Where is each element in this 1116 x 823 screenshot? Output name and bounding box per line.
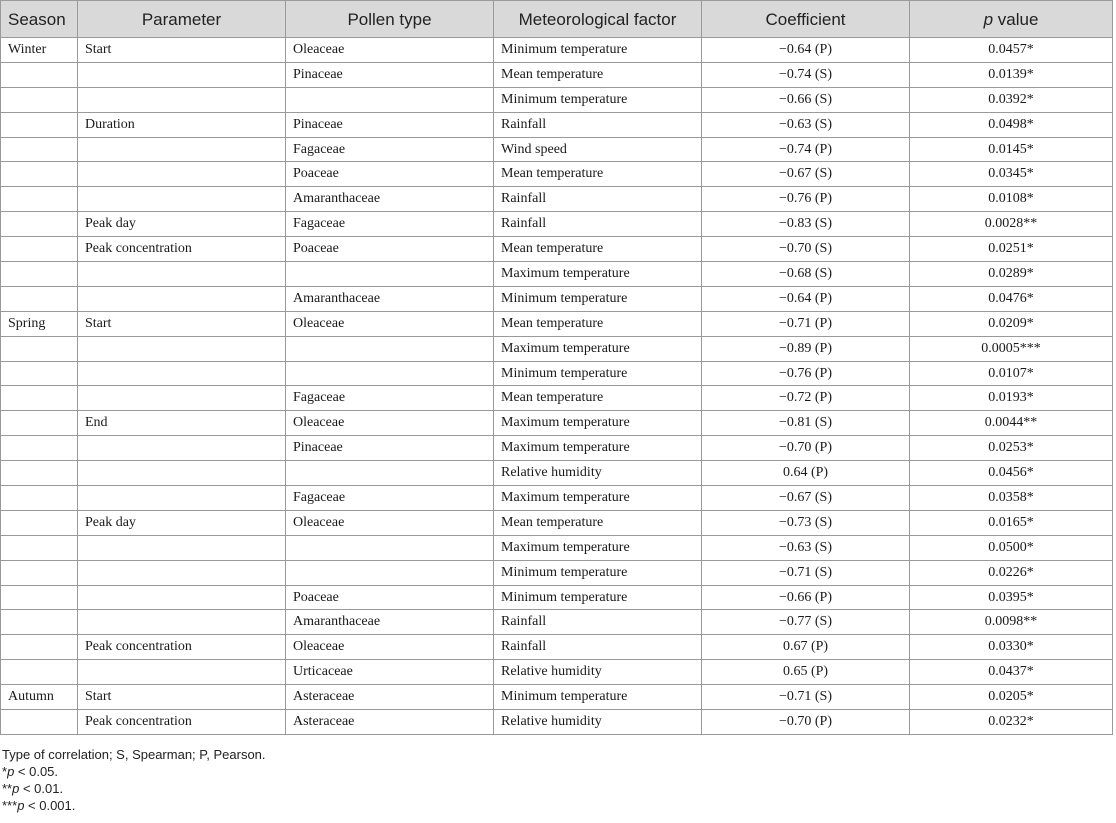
- footnote-stars: *: [2, 764, 8, 779]
- cell-parameter: [78, 87, 286, 112]
- table-row: [1, 486, 1113, 511]
- cell-coefficient: −0.63 (S): [702, 112, 910, 137]
- cell-pollen-type: Amaranthaceae: [286, 187, 494, 212]
- cell-pollen-type: Fagaceae: [286, 137, 494, 162]
- footnote-p: p: [12, 781, 20, 796]
- cell-season: [1, 361, 78, 386]
- cell-parameter: Peak concentration: [78, 710, 286, 735]
- cell-meteorological-factor: Maximum temperature: [494, 486, 702, 511]
- cell-p-value: 0.0209*: [910, 311, 1113, 336]
- cell-pollen-type: Poaceae: [286, 237, 494, 262]
- table-row: [1, 461, 1113, 486]
- cell-coefficient: 0.65 (P): [702, 660, 910, 685]
- cell-pollen-type: Oleaceae: [286, 510, 494, 535]
- cell-pollen-type: [286, 361, 494, 386]
- cell-season: [1, 286, 78, 311]
- cell-p-value: 0.0498*: [910, 112, 1113, 137]
- footnote-stars: ***: [2, 798, 18, 813]
- header-p-rest: value: [993, 9, 1039, 29]
- cell-pollen-type: Fagaceae: [286, 212, 494, 237]
- cell-pollen-type: Pinaceae: [286, 112, 494, 137]
- cell-parameter: [78, 162, 286, 187]
- cell-parameter: [78, 361, 286, 386]
- cell-pollen-type: Oleaceae: [286, 635, 494, 660]
- cell-p-value: 0.0251*: [910, 237, 1113, 262]
- cell-coefficient: −0.70 (P): [702, 710, 910, 735]
- cell-pollen-type: [286, 560, 494, 585]
- footnote-threshold: < 0.001.: [24, 798, 76, 813]
- cell-coefficient: −0.76 (P): [702, 187, 910, 212]
- cell-parameter: [78, 610, 286, 635]
- cell-p-value: 0.0358*: [910, 486, 1113, 511]
- cell-season: [1, 87, 78, 112]
- cell-parameter: Start: [78, 311, 286, 336]
- cell-coefficient: −0.71 (S): [702, 685, 910, 710]
- cell-pollen-type: Oleaceae: [286, 311, 494, 336]
- cell-season: Spring: [1, 311, 78, 336]
- cell-p-value: 0.0165*: [910, 510, 1113, 535]
- cell-meteorological-factor: Rainfall: [494, 635, 702, 660]
- cell-coefficient: 0.64 (P): [702, 461, 910, 486]
- cell-season: [1, 535, 78, 560]
- cell-meteorological-factor: Rainfall: [494, 212, 702, 237]
- cell-p-value: 0.0098**: [910, 610, 1113, 635]
- table-footnotes: [2, 746, 266, 814]
- cell-season: [1, 386, 78, 411]
- cell-meteorological-factor: Mean temperature: [494, 237, 702, 262]
- footnote-significance-2: [2, 780, 266, 797]
- cell-meteorological-factor: Minimum temperature: [494, 560, 702, 585]
- cell-parameter: Peak concentration: [78, 635, 286, 660]
- table-row: [1, 187, 1113, 212]
- cell-season: [1, 62, 78, 87]
- table-row: [1, 610, 1113, 635]
- cell-season: [1, 610, 78, 635]
- cell-coefficient: −0.70 (P): [702, 436, 910, 461]
- cell-coefficient: −0.64 (P): [702, 38, 910, 63]
- header-pollen-type: Pollen type: [286, 1, 494, 38]
- table-row: [1, 560, 1113, 585]
- cell-meteorological-factor: Maximum temperature: [494, 411, 702, 436]
- cell-coefficient: −0.70 (S): [702, 237, 910, 262]
- cell-p-value: 0.0232*: [910, 710, 1113, 735]
- footnote-stars: **: [2, 781, 13, 796]
- cell-season: [1, 212, 78, 237]
- table-body: [1, 38, 1113, 735]
- cell-coefficient: −0.71 (P): [702, 311, 910, 336]
- cell-parameter: Peak day: [78, 212, 286, 237]
- cell-pollen-type: Poaceae: [286, 162, 494, 187]
- cell-meteorological-factor: Maximum temperature: [494, 262, 702, 287]
- cell-parameter: [78, 137, 286, 162]
- cell-p-value: 0.0456*: [910, 461, 1113, 486]
- cell-p-value: 0.0345*: [910, 162, 1113, 187]
- cell-season: [1, 635, 78, 660]
- cell-parameter: [78, 62, 286, 87]
- cell-p-value: 0.0226*: [910, 560, 1113, 585]
- cell-coefficient: −0.83 (S): [702, 212, 910, 237]
- cell-parameter: Duration: [78, 112, 286, 137]
- cell-meteorological-factor: Relative humidity: [494, 461, 702, 486]
- cell-season: [1, 112, 78, 137]
- table-row: [1, 262, 1113, 287]
- cell-meteorological-factor: Mean temperature: [494, 386, 702, 411]
- table-row: [1, 685, 1113, 710]
- table-row: [1, 635, 1113, 660]
- footnote-threshold: < 0.01.: [19, 781, 64, 796]
- cell-meteorological-factor: Maximum temperature: [494, 436, 702, 461]
- cell-coefficient: −0.72 (P): [702, 386, 910, 411]
- header-parameter: Parameter: [78, 1, 286, 38]
- cell-season: [1, 486, 78, 511]
- cell-coefficient: −0.77 (S): [702, 610, 910, 635]
- header-p-value: [910, 1, 1113, 38]
- cell-meteorological-factor: Mean temperature: [494, 510, 702, 535]
- cell-meteorological-factor: Minimum temperature: [494, 685, 702, 710]
- table-row: [1, 311, 1113, 336]
- cell-pollen-type: Poaceae: [286, 585, 494, 610]
- table-row: [1, 286, 1113, 311]
- table-row: [1, 137, 1113, 162]
- cell-pollen-type: Asteraceae: [286, 685, 494, 710]
- cell-pollen-type: Fagaceae: [286, 386, 494, 411]
- table-row: [1, 710, 1113, 735]
- cell-meteorological-factor: Rainfall: [494, 610, 702, 635]
- cell-pollen-type: [286, 535, 494, 560]
- table-row: [1, 112, 1113, 137]
- cell-meteorological-factor: Relative humidity: [494, 660, 702, 685]
- cell-season: [1, 560, 78, 585]
- cell-season: [1, 162, 78, 187]
- cell-meteorological-factor: Rainfall: [494, 112, 702, 137]
- table-row: [1, 386, 1113, 411]
- cell-pollen-type: Pinaceae: [286, 62, 494, 87]
- cell-parameter: [78, 461, 286, 486]
- cell-pollen-type: Amaranthaceae: [286, 286, 494, 311]
- cell-p-value: 0.0145*: [910, 137, 1113, 162]
- cell-meteorological-factor: Minimum temperature: [494, 286, 702, 311]
- header-coefficient: Coefficient: [702, 1, 910, 38]
- cell-pollen-type: [286, 336, 494, 361]
- cell-season: [1, 710, 78, 735]
- cell-meteorological-factor: Minimum temperature: [494, 585, 702, 610]
- cell-coefficient: −0.89 (P): [702, 336, 910, 361]
- cell-p-value: 0.0139*: [910, 62, 1113, 87]
- header-row: [1, 1, 1113, 38]
- cell-pollen-type: Fagaceae: [286, 486, 494, 511]
- table-row: [1, 162, 1113, 187]
- cell-meteorological-factor: Minimum temperature: [494, 38, 702, 63]
- cell-p-value: 0.0437*: [910, 660, 1113, 685]
- cell-parameter: [78, 187, 286, 212]
- cell-p-value: 0.0253*: [910, 436, 1113, 461]
- header-season: Season: [1, 1, 78, 38]
- cell-parameter: [78, 486, 286, 511]
- header-p-italic: p: [983, 9, 994, 29]
- cell-parameter: Start: [78, 38, 286, 63]
- table-row: [1, 585, 1113, 610]
- cell-season: [1, 436, 78, 461]
- cell-parameter: Start: [78, 685, 286, 710]
- table-row: [1, 510, 1113, 535]
- cell-p-value: 0.0108*: [910, 187, 1113, 212]
- cell-season: Autumn: [1, 685, 78, 710]
- cell-pollen-type: [286, 461, 494, 486]
- cell-season: [1, 411, 78, 436]
- header-meteorological-factor: Meteorological factor: [494, 1, 702, 38]
- cell-meteorological-factor: Mean temperature: [494, 62, 702, 87]
- cell-coefficient: −0.66 (S): [702, 87, 910, 112]
- cell-coefficient: −0.76 (P): [702, 361, 910, 386]
- table-row: [1, 237, 1113, 262]
- cell-coefficient: −0.71 (S): [702, 560, 910, 585]
- cell-meteorological-factor: Wind speed: [494, 137, 702, 162]
- table-row: [1, 660, 1113, 685]
- footnote-p: p: [7, 764, 15, 779]
- cell-pollen-type: Oleaceae: [286, 411, 494, 436]
- cell-parameter: [78, 560, 286, 585]
- cell-p-value: 0.0193*: [910, 386, 1113, 411]
- cell-season: [1, 585, 78, 610]
- cell-meteorological-factor: Mean temperature: [494, 162, 702, 187]
- cell-p-value: 0.0107*: [910, 361, 1113, 386]
- cell-season: [1, 137, 78, 162]
- cell-season: [1, 187, 78, 212]
- cell-season: [1, 262, 78, 287]
- cell-p-value: 0.0457*: [910, 38, 1113, 63]
- cell-parameter: [78, 286, 286, 311]
- cell-pollen-type: Oleaceae: [286, 38, 494, 63]
- cell-parameter: Peak day: [78, 510, 286, 535]
- footnote-threshold: < 0.05.: [14, 764, 59, 779]
- cell-p-value: 0.0500*: [910, 535, 1113, 560]
- cell-parameter: [78, 535, 286, 560]
- footnote-significance-3: [2, 797, 266, 814]
- cell-meteorological-factor: Rainfall: [494, 187, 702, 212]
- cell-p-value: 0.0392*: [910, 87, 1113, 112]
- cell-pollen-type: Urticaceae: [286, 660, 494, 685]
- cell-pollen-type: Amaranthaceae: [286, 610, 494, 635]
- cell-season: [1, 336, 78, 361]
- cell-parameter: End: [78, 411, 286, 436]
- cell-coefficient: −0.74 (S): [702, 62, 910, 87]
- cell-coefficient: −0.67 (S): [702, 486, 910, 511]
- table-row: [1, 361, 1113, 386]
- table-row: [1, 38, 1113, 63]
- cell-season: [1, 510, 78, 535]
- table-row: [1, 212, 1113, 237]
- cell-p-value: 0.0005***: [910, 336, 1113, 361]
- cell-coefficient: −0.63 (S): [702, 535, 910, 560]
- cell-p-value: 0.0044**: [910, 411, 1113, 436]
- cell-p-value: 0.0476*: [910, 286, 1113, 311]
- cell-coefficient: −0.67 (S): [702, 162, 910, 187]
- cell-parameter: [78, 386, 286, 411]
- cell-coefficient: −0.68 (S): [702, 262, 910, 287]
- cell-meteorological-factor: Relative humidity: [494, 710, 702, 735]
- cell-season: [1, 237, 78, 262]
- table-row: [1, 336, 1113, 361]
- footnote-p: p: [17, 798, 25, 813]
- cell-coefficient: −0.81 (S): [702, 411, 910, 436]
- cell-coefficient: 0.67 (P): [702, 635, 910, 660]
- table-row: [1, 87, 1113, 112]
- footnote-correlation-type: Type of correlation; S, Spearman; P, Pearson.: [2, 747, 266, 762]
- cell-meteorological-factor: Maximum temperature: [494, 535, 702, 560]
- cell-p-value: 0.0289*: [910, 262, 1113, 287]
- cell-coefficient: −0.66 (P): [702, 585, 910, 610]
- cell-coefficient: −0.73 (S): [702, 510, 910, 535]
- cell-p-value: 0.0330*: [910, 635, 1113, 660]
- cell-parameter: Peak concentration: [78, 237, 286, 262]
- cell-coefficient: −0.64 (P): [702, 286, 910, 311]
- cell-coefficient: −0.74 (P): [702, 137, 910, 162]
- cell-parameter: [78, 436, 286, 461]
- cell-season: [1, 461, 78, 486]
- cell-meteorological-factor: Maximum temperature: [494, 336, 702, 361]
- cell-pollen-type: [286, 87, 494, 112]
- cell-season: [1, 660, 78, 685]
- cell-parameter: [78, 336, 286, 361]
- cell-pollen-type: [286, 262, 494, 287]
- cell-parameter: [78, 262, 286, 287]
- cell-meteorological-factor: Minimum temperature: [494, 361, 702, 386]
- cell-p-value: 0.0395*: [910, 585, 1113, 610]
- footnote-significance-1: [2, 763, 266, 780]
- table-row: [1, 436, 1113, 461]
- cell-meteorological-factor: Mean temperature: [494, 311, 702, 336]
- cell-p-value: 0.0205*: [910, 685, 1113, 710]
- table-header: [1, 1, 1113, 38]
- cell-pollen-type: Asteraceae: [286, 710, 494, 735]
- cell-meteorological-factor: Minimum temperature: [494, 87, 702, 112]
- cell-pollen-type: Pinaceae: [286, 436, 494, 461]
- cell-parameter: [78, 585, 286, 610]
- cell-parameter: [78, 660, 286, 685]
- cell-p-value: 0.0028**: [910, 212, 1113, 237]
- table-row: [1, 411, 1113, 436]
- table-row: [1, 535, 1113, 560]
- cell-season: Winter: [1, 38, 78, 63]
- table-row: [1, 62, 1113, 87]
